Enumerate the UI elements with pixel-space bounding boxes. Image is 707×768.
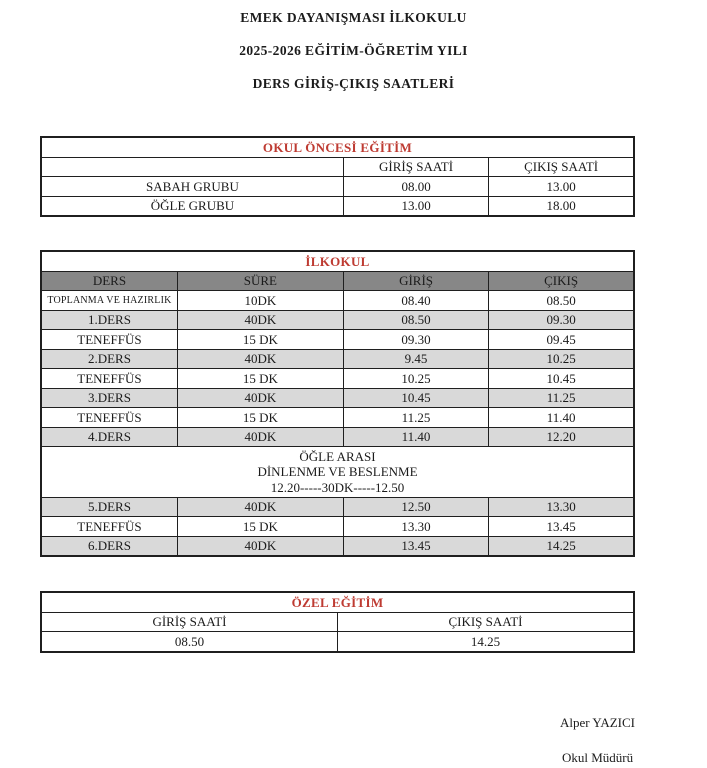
principal-name: Alper YAZICI	[560, 714, 635, 730]
cell: 09.45	[489, 330, 634, 350]
cell: 15 DK	[177, 517, 343, 537]
section-title: ÖZEL EĞİTİM	[41, 592, 634, 612]
header-row	[41, 612, 634, 632]
cell: 18.00	[489, 196, 634, 216]
cell: 12.20	[489, 427, 634, 447]
column-header: DERS	[41, 271, 177, 291]
cell: 10.25	[343, 369, 488, 389]
cell: 08.50	[343, 310, 488, 330]
column-header: SÜRE	[177, 271, 343, 291]
cell: 10.25	[489, 349, 634, 369]
section-title-row	[41, 251, 634, 271]
table-row	[41, 330, 634, 350]
principal-role: Okul Müdürü	[561, 749, 634, 765]
cell: 13.30	[343, 517, 488, 537]
cell: 40DK	[177, 427, 343, 447]
column-header: ÇIKIŞ SAATİ	[338, 612, 635, 632]
cell: 9.45	[343, 349, 488, 369]
cell: TENEFFÜS	[41, 408, 177, 428]
cell: 08.50	[489, 291, 634, 311]
cell: TOPLANMA VE HAZIRLIK	[41, 291, 177, 311]
cell: 3.DERS	[41, 388, 177, 408]
cell: 40DK	[177, 497, 343, 517]
section-title-row	[41, 137, 634, 157]
okul-oncesi-table	[40, 136, 635, 217]
ilkokul-table-body	[41, 251, 634, 556]
table-row	[41, 632, 634, 652]
cell: ÖĞLE GRUBU	[41, 196, 343, 216]
cell: TENEFFÜS	[41, 517, 177, 537]
table-row	[41, 369, 634, 389]
cell: 13.45	[489, 517, 634, 537]
column-header	[41, 157, 343, 177]
column-header: GİRİŞ	[343, 271, 488, 291]
ozel-egitim-table	[40, 591, 635, 653]
cell: 40DK	[177, 536, 343, 556]
cell: 10DK	[177, 291, 343, 311]
okul-oncesi-table-body	[41, 137, 634, 216]
ilkokul-table	[40, 250, 635, 557]
page-header	[0, 0, 707, 92]
school-year-title: 2025-2026 EĞİTİM-ÖĞRETİM YILI	[239, 43, 468, 58]
cell: TENEFFÜS	[41, 369, 177, 389]
cell: 10.45	[489, 369, 634, 389]
cell: 09.30	[489, 310, 634, 330]
cell: 1.DERS	[41, 310, 177, 330]
cell: 08.40	[343, 291, 488, 311]
lunch-break-cell	[41, 447, 634, 498]
cell: 2.DERS	[41, 349, 177, 369]
column-header: GİRİŞ SAATİ	[41, 612, 338, 632]
table-row	[41, 177, 634, 197]
cell: 11.25	[343, 408, 488, 428]
table-row	[41, 196, 634, 216]
table-row	[41, 349, 634, 369]
lunch-break-line: DİNLENME VE BESLENME	[257, 464, 418, 479]
header-row	[41, 271, 634, 291]
cell: 40DK	[177, 310, 343, 330]
column-header: GİRİŞ SAATİ	[343, 157, 488, 177]
table-row	[41, 388, 634, 408]
cell: 13.00	[489, 177, 634, 197]
cell: 11.40	[343, 427, 488, 447]
cell: 40DK	[177, 349, 343, 369]
section-title: İLKOKUL	[41, 251, 634, 271]
cell: 13.30	[489, 497, 634, 517]
cell: 40DK	[177, 388, 343, 408]
signature-block	[0, 715, 707, 766]
lunch-break-line: ÖĞLE ARASI	[299, 448, 376, 464]
section-title-row	[41, 592, 634, 612]
cell: 11.25	[489, 388, 634, 408]
table-row	[41, 291, 634, 311]
cell: 08.00	[343, 177, 488, 197]
table-row	[41, 427, 634, 447]
table-row	[41, 310, 634, 330]
table-row	[41, 497, 634, 517]
cell: 12.50	[343, 497, 488, 517]
cell: 09.30	[343, 330, 488, 350]
ozel-egitim-table-body	[41, 592, 634, 652]
cell: 14.25	[489, 536, 634, 556]
lunch-break-row	[41, 447, 634, 498]
cell: 6.DERS	[41, 536, 177, 556]
school-name-title: EMEK DAYANIŞMASI İLKOKULU	[240, 10, 467, 25]
column-header: ÇIKIŞ	[489, 271, 634, 291]
lunch-break-line: 12.20-----30DK-----12.50	[270, 479, 405, 495]
cell: 13.45	[343, 536, 488, 556]
cell: 4.DERS	[41, 427, 177, 447]
cell: 14.25	[338, 632, 635, 652]
cell: 10.45	[343, 388, 488, 408]
cell: 15 DK	[177, 369, 343, 389]
cell: TENEFFÜS	[41, 330, 177, 350]
cell: SABAH GRUBU	[41, 177, 343, 197]
cell: 11.40	[489, 408, 634, 428]
table-row	[41, 517, 634, 537]
table-row	[41, 408, 634, 428]
column-header: ÇIKIŞ SAATİ	[489, 157, 634, 177]
cell: 15 DK	[177, 330, 343, 350]
cell: 08.50	[41, 632, 338, 652]
document-subject-title: DERS GİRİŞ-ÇIKIŞ SAATLERİ	[252, 76, 455, 91]
cell: 5.DERS	[41, 497, 177, 517]
table-row	[41, 536, 634, 556]
cell: 13.00	[343, 196, 488, 216]
section-title: OKUL ÖNCESİ EĞİTİM	[41, 137, 634, 157]
header-row	[41, 157, 634, 177]
cell: 15 DK	[177, 408, 343, 428]
